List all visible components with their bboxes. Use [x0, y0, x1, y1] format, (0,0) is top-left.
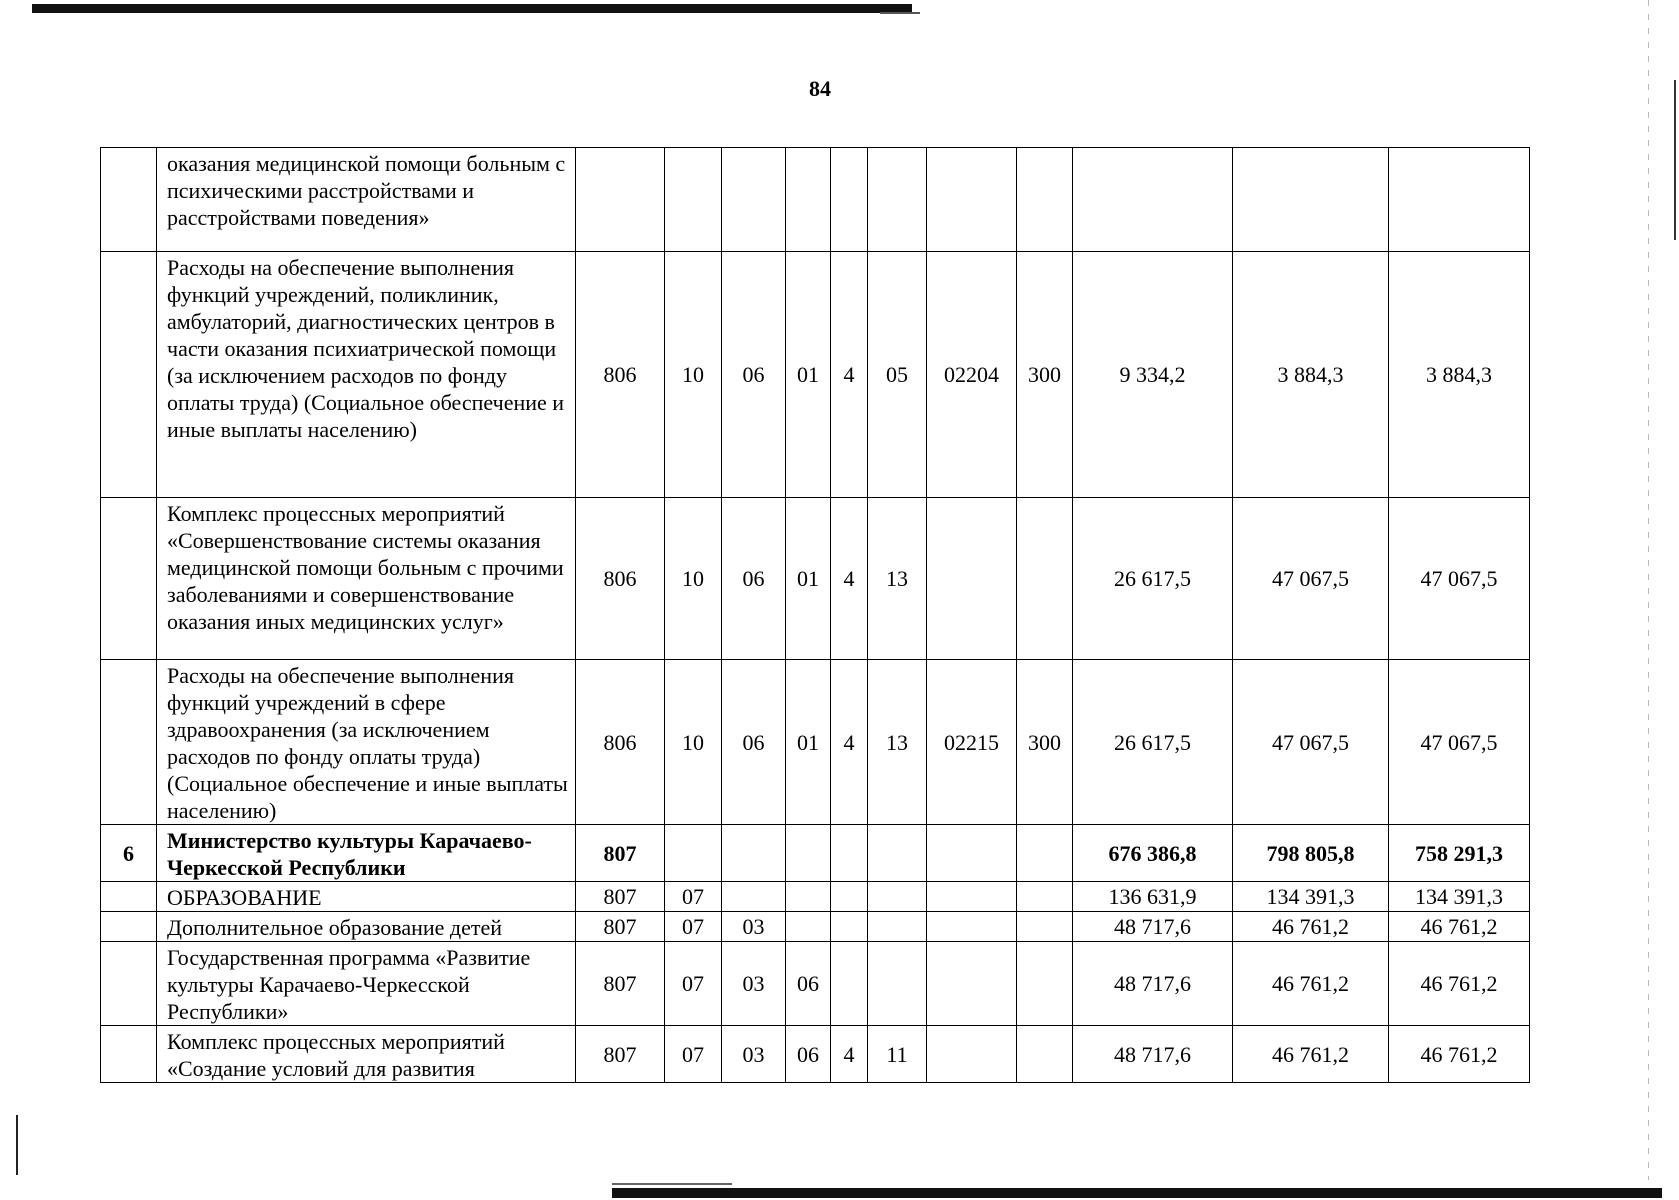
code-rz: 07	[665, 1026, 722, 1083]
row-name: Расходы на обеспечение выполнения функций учреждений в сфере здравоохранения (за исключением расходов по фонду оплаты труда) (Социальное обеспечение и иные выплаты населению)	[157, 660, 576, 825]
code-rz	[665, 825, 722, 882]
sum-year-2: 46 761,2	[1233, 942, 1389, 1026]
sum-year-2: 798 805,8	[1233, 825, 1389, 882]
sum-year-1: 48 717,6	[1073, 1026, 1233, 1083]
row-name: Министерство культуры Карачаево-Черкесской Республики	[157, 825, 576, 882]
code-ved: 806	[576, 660, 665, 825]
code-ved: 806	[576, 252, 665, 498]
code-vr	[1017, 912, 1073, 942]
code-ved: 807	[576, 942, 665, 1026]
sum-year-1: 26 617,5	[1073, 660, 1233, 825]
table-row	[101, 660, 1530, 825]
code-rz: 10	[665, 498, 722, 660]
table-row	[101, 252, 1530, 498]
sum-year-3: 3 884,3	[1389, 252, 1530, 498]
code-nr	[927, 825, 1017, 882]
sum-year-1: 676 386,8	[1073, 825, 1233, 882]
scan-dashed-edge	[1648, 0, 1649, 1180]
code-nr: 02215	[927, 660, 1017, 825]
code-pr: 03	[722, 942, 786, 1026]
table-row	[101, 825, 1530, 882]
code-nr	[927, 1026, 1017, 1083]
sum-year-3: 758 291,3	[1389, 825, 1530, 882]
code-ved: 807	[576, 882, 665, 912]
code-gp: 01	[786, 498, 831, 660]
scan-border-top-thin	[880, 12, 920, 14]
table-row	[101, 912, 1530, 942]
budget-table-body	[101, 148, 1530, 1083]
code-pr: 06	[722, 498, 786, 660]
row-name: оказания медицинской помощи больным с психическими расстройствами и расстройствами поведения»	[157, 148, 576, 252]
code-vr	[1017, 148, 1073, 252]
code-om	[868, 942, 927, 1026]
sum-year-2: 46 761,2	[1233, 1026, 1389, 1083]
row-number	[101, 498, 157, 660]
code-vr: 300	[1017, 660, 1073, 825]
sum-year-1: 48 717,6	[1073, 942, 1233, 1026]
code-nr	[927, 942, 1017, 1026]
sum-year-3: 46 761,2	[1389, 1026, 1530, 1083]
code-vr	[1017, 825, 1073, 882]
table-row	[101, 148, 1530, 252]
row-number: 6	[101, 825, 157, 882]
code-vr	[1017, 882, 1073, 912]
code-om: 13	[868, 660, 927, 825]
sum-year-2: 47 067,5	[1233, 498, 1389, 660]
sum-year-3: 46 761,2	[1389, 912, 1530, 942]
code-rz: 07	[665, 882, 722, 912]
code-gp	[786, 148, 831, 252]
code-ved: 807	[576, 825, 665, 882]
sum-year-3: 47 067,5	[1389, 660, 1530, 825]
code-vr	[1017, 498, 1073, 660]
code-nr	[927, 912, 1017, 942]
sum-year-3: 47 067,5	[1389, 498, 1530, 660]
code-pr	[722, 825, 786, 882]
code-nr	[927, 148, 1017, 252]
code-gp: 01	[786, 252, 831, 498]
row-number	[101, 882, 157, 912]
scan-edge-mark-left	[16, 1115, 18, 1175]
code-vr: 300	[1017, 252, 1073, 498]
row-name: Комплекс процессных мероприятий «Совершенствование системы оказания медицинской помощи больным с прочими заболеваниями и совершенствование оказания иных медицинских услуг»	[157, 498, 576, 660]
scan-edge-mark-right	[1674, 80, 1676, 240]
code-gp	[786, 912, 831, 942]
sum-year-2: 47 067,5	[1233, 660, 1389, 825]
code-pp	[831, 825, 868, 882]
table-row	[101, 1026, 1530, 1083]
scan-border-top	[32, 4, 912, 13]
page-number: 84	[809, 76, 831, 101]
code-pp	[831, 148, 868, 252]
code-pr: 03	[722, 1026, 786, 1083]
sum-year-3: 134 391,3	[1389, 882, 1530, 912]
code-rz: 07	[665, 912, 722, 942]
sum-year-2: 3 884,3	[1233, 252, 1389, 498]
row-name: Государственная программа «Развитие культуры Карачаево-Черкесской Республики»	[157, 942, 576, 1026]
code-rz: 10	[665, 660, 722, 825]
row-name: Комплекс процессных мероприятий «Создание условий для развития	[157, 1026, 576, 1083]
code-om: 05	[868, 252, 927, 498]
budget-table	[100, 147, 1530, 1083]
row-number	[101, 942, 157, 1026]
code-om	[868, 825, 927, 882]
code-om: 11	[868, 1026, 927, 1083]
sum-year-1	[1073, 148, 1233, 252]
code-pp	[831, 942, 868, 1026]
code-pp: 4	[831, 252, 868, 498]
sum-year-1: 9 334,2	[1073, 252, 1233, 498]
code-gp: 06	[786, 1026, 831, 1083]
code-pp	[831, 912, 868, 942]
row-number	[101, 1026, 157, 1083]
code-pr	[722, 148, 786, 252]
sum-year-1: 26 617,5	[1073, 498, 1233, 660]
code-pp: 4	[831, 498, 868, 660]
sum-year-1: 48 717,6	[1073, 912, 1233, 942]
code-ved: 807	[576, 912, 665, 942]
table-row	[101, 498, 1530, 660]
code-pp	[831, 882, 868, 912]
code-gp	[786, 882, 831, 912]
sum-year-3: 46 761,2	[1389, 942, 1530, 1026]
row-number	[101, 148, 157, 252]
row-number	[101, 912, 157, 942]
code-om	[868, 882, 927, 912]
code-pr	[722, 882, 786, 912]
code-gp: 01	[786, 660, 831, 825]
code-rz: 10	[665, 252, 722, 498]
code-gp	[786, 825, 831, 882]
code-pp: 4	[831, 1026, 868, 1083]
code-ved: 807	[576, 1026, 665, 1083]
code-nr	[927, 498, 1017, 660]
row-number	[101, 252, 157, 498]
sum-year-3	[1389, 148, 1530, 252]
sum-year-2: 134 391,3	[1233, 882, 1389, 912]
table-row	[101, 882, 1530, 912]
sum-year-1: 136 631,9	[1073, 882, 1233, 912]
code-pp: 4	[831, 660, 868, 825]
sum-year-2: 46 761,2	[1233, 912, 1389, 942]
code-om	[868, 148, 927, 252]
code-rz	[665, 148, 722, 252]
sum-year-2	[1233, 148, 1389, 252]
code-pr: 06	[722, 660, 786, 825]
code-rz: 07	[665, 942, 722, 1026]
code-om: 13	[868, 498, 927, 660]
code-pr: 03	[722, 912, 786, 942]
code-ved: 806	[576, 498, 665, 660]
row-name: ОБРАЗОВАНИЕ	[157, 882, 576, 912]
code-nr	[927, 882, 1017, 912]
code-vr	[1017, 1026, 1073, 1083]
code-vr	[1017, 942, 1073, 1026]
code-nr: 02204	[927, 252, 1017, 498]
scan-border-bottom	[612, 1188, 1662, 1198]
code-ved	[576, 148, 665, 252]
row-name: Дополнительное образование детей	[157, 912, 576, 942]
code-om	[868, 912, 927, 942]
code-pr: 06	[722, 252, 786, 498]
row-name: Расходы на обеспечение выполнения функций учреждений, поликлиник, амбулаторий, диагностических центров в части оказания психиатрической помощи (за исключением расходов по фонду оплаты труда) (Социальное обеспечение и иные выплаты населению)	[157, 252, 576, 498]
scan-border-bottom-thin	[612, 1183, 732, 1185]
code-gp: 06	[786, 942, 831, 1026]
table-row	[101, 942, 1530, 1026]
row-number	[101, 660, 157, 825]
